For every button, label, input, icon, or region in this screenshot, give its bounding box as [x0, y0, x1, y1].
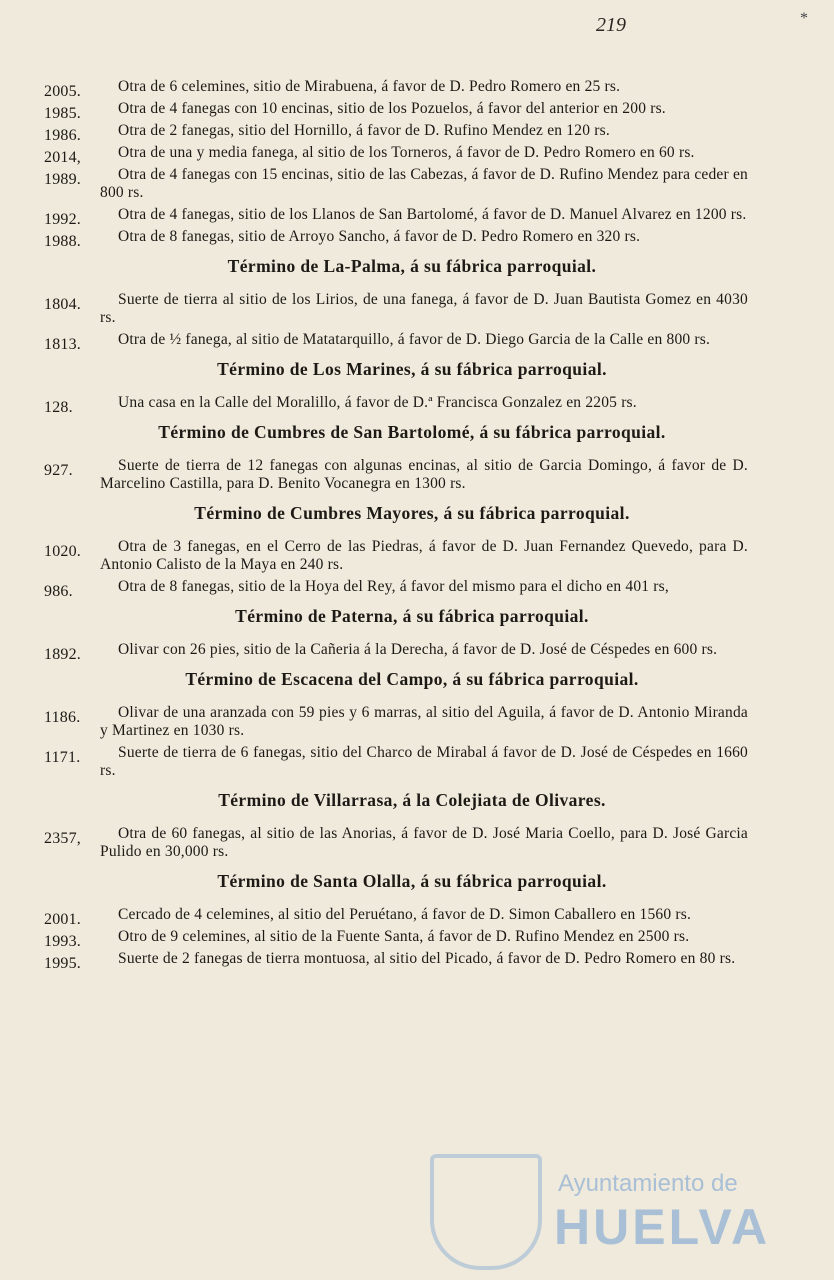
entry-number: 1020.	[44, 543, 81, 560]
watermark-logo	[430, 1150, 770, 1270]
entries-list	[36, 78, 748, 972]
entry-item	[36, 457, 748, 493]
entry-text: Olivar con 26 pies, sitio de la Cañeria á la Derecha, á favor de D. José de Céspedes en 600 rs.	[118, 641, 718, 658]
entry-item	[36, 291, 748, 327]
entry-text: Olivar de una aranzada con 59 pies y 6 marras, al sitio del Aguila, á favor de D. Antonio Miranda y Martinez en 1030 rs.	[100, 704, 748, 739]
entry-number: 1985.	[44, 105, 81, 122]
entry-text: Otra de 6 celemines, sitio de Mirabuena, á favor de D. Pedro Romero en 25 rs.	[118, 78, 621, 95]
section-heading: Término de La-Palma, á su fábrica parroquial.	[227, 256, 597, 276]
entry-text: Otra de 3 fanegas, en el Cerro de las Piedras, á favor de D. Juan Fernandez Quevedo, para D. Antonio Calisto de la Maya en 240 rs.	[100, 538, 748, 573]
entry-text: Cercado de 4 celemines, al sitio del Peruétano, á favor de D. Simon Caballero en 1560 rs.	[118, 906, 692, 923]
entry-item	[36, 906, 748, 928]
entry-item	[36, 538, 748, 574]
entry-text: Otra de 2 fanegas, sitio del Hornillo, á favor de D. Rufino Mendez en 120 rs.	[118, 122, 610, 139]
shield-icon	[430, 1154, 542, 1270]
entry-number: 1813.	[44, 336, 81, 353]
entry-item	[36, 825, 748, 861]
entry-number: 1989.	[44, 171, 81, 188]
entry-item	[36, 744, 748, 780]
entry-text: Otra de 4 fanegas con 15 encinas, sitio de las Cabezas, á favor de D. Rufino Mendez para ceder en 800 rs.	[100, 166, 748, 201]
entry-text: Otra de una y media fanega, al sitio de los Torneros, á favor de D. Pedro Romero en 60 rs.	[118, 144, 695, 161]
entry-text: Suerte de tierra de 6 fanegas, sitio del Charco de Mirabal á favor de D. José de Céspedes en 1660 rs.	[100, 744, 748, 779]
watermark-city-text: HUELVA	[554, 1199, 771, 1255]
section-heading: Término de Paterna, á su fábrica parroquial.	[235, 606, 589, 626]
entry-text: Otra de 8 fanegas, sitio de Arroyo Sancho, á favor de D. Pedro Romero en 320 rs.	[118, 228, 641, 245]
entry-number: 1804.	[44, 296, 81, 313]
section-heading: Término de Villarrasa, á la Colejiata de Olivares.	[218, 790, 606, 810]
entry-number: 1892.	[44, 646, 81, 663]
entry-number: 2001.	[44, 911, 81, 928]
entry-number: 1988.	[44, 233, 81, 250]
section-heading: Término de Escacena del Campo, á su fábrica parroquial.	[185, 669, 639, 689]
entry-item	[36, 704, 748, 740]
entry-text: Suerte de tierra de 12 fanegas con algunas encinas, al sitio de Garcia Domingo, á favor de D. Marcelino Castilla, para D. Benito Vocanegra en 1300 rs.	[100, 457, 748, 492]
entry-item	[36, 394, 748, 416]
entry-number: 1992.	[44, 211, 81, 228]
entry-item	[36, 100, 748, 122]
entry-number: 2357,	[44, 830, 81, 847]
entry-text: Una casa en la Calle del Moralillo, á favor de D.ª Francisca Gonzalez en 2205 rs.	[118, 394, 637, 411]
section-heading: Término de Cumbres de San Bartolomé, á su fábrica parroquial.	[158, 422, 666, 442]
entry-item	[36, 928, 748, 950]
entry-item	[36, 144, 748, 166]
entry-item	[36, 122, 748, 144]
entry-text: Otro de 9 celemines, al sitio de la Fuente Santa, á favor de D. Rufino Mendez en 2500 rs.	[118, 928, 690, 945]
entry-number: 1171.	[44, 749, 81, 766]
section-heading: Término de Santa Olalla, á su fábrica parroquial.	[217, 871, 607, 891]
entry-number: 927.	[44, 462, 73, 479]
entry-number: 2014,	[44, 149, 81, 166]
entry-number: 986.	[44, 583, 73, 600]
entry-text: Suerte de 2 fanegas de tierra montuosa, al sitio del Picado, á favor de D. Pedro Romero en 80 rs.	[118, 950, 736, 967]
entry-item	[36, 578, 748, 600]
entry-item	[36, 166, 748, 202]
entry-number: 128.	[44, 399, 73, 416]
entry-number: 1993.	[44, 933, 81, 950]
entry-item	[36, 206, 748, 228]
entry-text: Otra de 60 fanegas, al sitio de las Anorias, á favor de D. José Maria Coello, para D. José Garcia Pulido en 30,000 rs.	[100, 825, 748, 860]
entry-number: 1986.	[44, 127, 81, 144]
section-heading: Término de Los Marines, á su fábrica parroquial.	[217, 359, 607, 379]
section-heading: Término de Cumbres Mayores, á su fábrica parroquial.	[194, 503, 630, 523]
entry-text: Otra de 4 fanegas, sitio de los Llanos de San Bartolomé, á favor de D. Manuel Alvarez en 1200 rs.	[118, 206, 747, 223]
entry-number: 1995.	[44, 955, 81, 972]
entry-text: Otra de ½ fanega, al sitio de Matatarquillo, á favor de D. Diego Garcia de la Calle en 800 rs.	[118, 331, 711, 348]
entry-text: Otra de 4 fanegas con 10 encinas, sitio de los Pozuelos, á favor del anterior en 200 rs.	[118, 100, 666, 117]
entry-item	[36, 78, 748, 100]
entry-text: Otra de 8 fanegas, sitio de la Hoya del Rey, á favor del mismo para el dicho en 401 rs,	[118, 578, 669, 595]
entry-item	[36, 641, 748, 663]
watermark-top-text: Ayuntamiento de	[558, 1170, 738, 1197]
entry-item	[36, 331, 748, 353]
entry-text: Suerte de tierra al sitio de los Lirios, de una fanega, á favor de D. Juan Bautista Gomez en 4030 rs.	[100, 291, 748, 326]
entry-item	[36, 228, 748, 250]
corner-mark: *	[800, 10, 808, 27]
entry-number: 1186.	[44, 709, 81, 726]
entry-item	[36, 950, 748, 972]
entry-number: 2005.	[44, 83, 81, 100]
page-number: 219	[596, 14, 626, 36]
